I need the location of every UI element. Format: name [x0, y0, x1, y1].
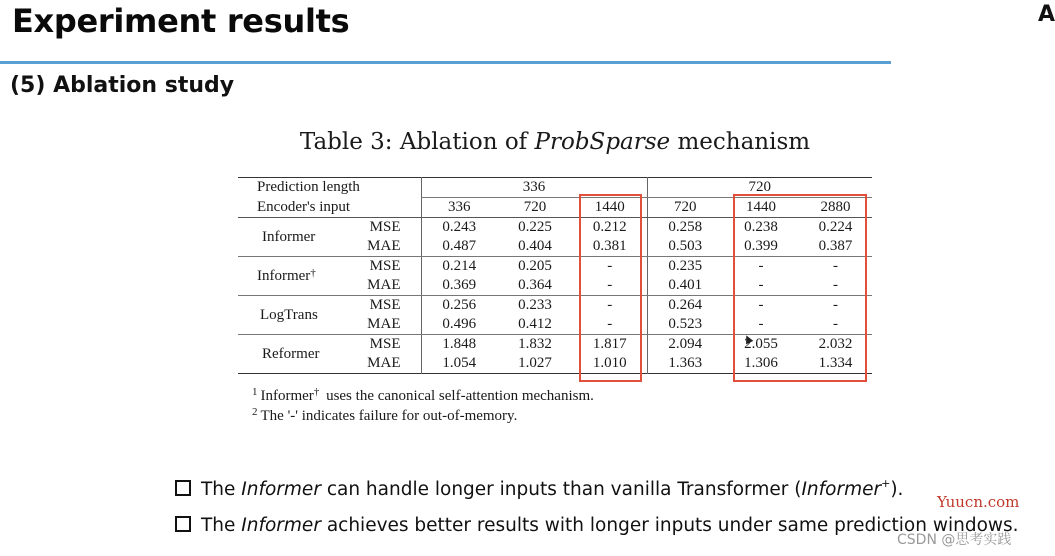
- value-cell: 1.363: [647, 354, 723, 374]
- value-cell: -: [573, 276, 647, 296]
- encoder-input-cell: 2880: [799, 198, 872, 218]
- value-cell: 1.832: [518, 336, 552, 352]
- pred-length-336: 336: [421, 178, 647, 198]
- metric-label: MSE: [369, 219, 401, 235]
- value-cell: -: [833, 258, 839, 274]
- model-name-informer: Informer: [238, 218, 354, 257]
- value-cell: 1.010: [592, 355, 627, 371]
- value-cell: -: [758, 297, 764, 313]
- caption-prefix: Table 3: Ablation of: [299, 129, 535, 155]
- value-cell: -: [723, 276, 799, 296]
- value-cell: 0.233: [518, 297, 552, 313]
- value-cell: -: [758, 258, 764, 274]
- value-cell: 1.054: [421, 354, 497, 374]
- corner-glyph: A: [1038, 2, 1055, 27]
- value-cell: -: [799, 315, 872, 335]
- encoder-input-cell: 720: [647, 198, 723, 218]
- value-cell: 0.404: [497, 237, 573, 257]
- pred-length-label: Prediction length: [257, 179, 360, 196]
- value-cell: -: [607, 297, 613, 313]
- value-cell: 0.364: [497, 276, 573, 296]
- model-name-informer-dagger: Informer†: [238, 257, 354, 296]
- encoder-input-cell: 1440: [723, 198, 799, 218]
- metric-label: MAE: [354, 276, 421, 296]
- footnote-2: $^2$ The '-' indicates failure for out-of-memory.: [252, 406, 518, 424]
- value-cell: 0.264: [647, 296, 723, 316]
- value-cell: 1.817: [592, 336, 627, 352]
- value-cell: 0.238: [744, 219, 778, 235]
- value-cell: 1.334: [818, 355, 853, 371]
- metric-label: MSE: [369, 258, 401, 274]
- value-cell: -: [833, 297, 839, 313]
- value-cell: 0.523: [647, 315, 723, 335]
- metric-label: MAE: [354, 315, 421, 335]
- checkbox-bullet-icon: [175, 516, 191, 532]
- highlight-box-1440-2880: [733, 194, 867, 382]
- value-cell: 0.369: [421, 276, 497, 296]
- model-name-reformer: Reformer: [262, 345, 320, 362]
- metric-label: MAE: [367, 355, 401, 371]
- value-cell: 1.306: [744, 355, 778, 371]
- value-cell: 0.225: [518, 219, 552, 235]
- encoder-input-cell: 336: [421, 198, 497, 218]
- value-cell: 0.401: [647, 276, 723, 296]
- value-cell: 0.487: [421, 237, 497, 257]
- value-cell: 2.032: [818, 336, 853, 352]
- value-cell: 0.235: [647, 257, 723, 277]
- value-cell: 0.212: [592, 219, 627, 235]
- pred-length-720: 720: [647, 178, 872, 198]
- bullet-2: The Informer achieves better results with longer inputs under same prediction windows.: [175, 515, 1019, 536]
- encoder-input-label: Encoder's input: [238, 198, 421, 218]
- footnote-1: $^1$ Informer† uses the canonical self-attention mechanism.: [252, 386, 594, 404]
- value-cell: -: [573, 315, 647, 335]
- value-cell: 1.848: [421, 335, 497, 355]
- value-cell: -: [723, 315, 799, 335]
- value-cell: 0.503: [647, 237, 723, 257]
- value-cell: 2.094: [647, 335, 723, 355]
- value-cell: 2.055: [744, 336, 778, 352]
- bullet-1: The Informer can handle longer inputs than vanilla Transformer (Informer+).: [175, 479, 903, 500]
- value-cell: 0.412: [497, 315, 573, 335]
- metric-label: MSE: [369, 297, 401, 313]
- caption-suffix: mechanism: [670, 129, 811, 155]
- table-caption: [238, 129, 872, 155]
- checkbox-bullet-icon: [175, 480, 191, 496]
- slide-title: Experiment results: [12, 2, 350, 40]
- value-cell: 0.399: [723, 237, 799, 257]
- value-cell: 0.214: [421, 257, 497, 277]
- value-cell: 0.224: [818, 219, 853, 235]
- watermark-site: Yuucn.com: [937, 493, 1020, 511]
- value-cell: 0.205: [518, 258, 552, 274]
- value-cell: 0.496: [421, 315, 497, 335]
- encoder-input-cell: 720: [497, 198, 573, 218]
- watermark-csdn: CSDN @思考实践: [897, 532, 1012, 548]
- value-cell: 0.256: [421, 296, 497, 316]
- value-cell: -: [607, 258, 613, 274]
- value-cell: 0.381: [573, 237, 647, 257]
- value-cell: 0.243: [421, 218, 497, 238]
- encoder-input-cell: 1440: [573, 198, 647, 218]
- value-cell: -: [799, 276, 872, 296]
- metric-label: MSE: [369, 336, 401, 352]
- section-title: (5) Ablation study: [10, 73, 235, 98]
- value-cell: 0.258: [647, 218, 723, 238]
- metric-label: MAE: [354, 237, 421, 257]
- caption-emph: ProbSparse: [534, 129, 671, 155]
- value-cell: 0.387: [799, 237, 872, 257]
- value-cell: 1.027: [518, 355, 552, 371]
- highlight-box-1440: [579, 194, 642, 382]
- model-name-logtrans: LogTrans: [238, 296, 354, 335]
- title-underline: [0, 61, 891, 64]
